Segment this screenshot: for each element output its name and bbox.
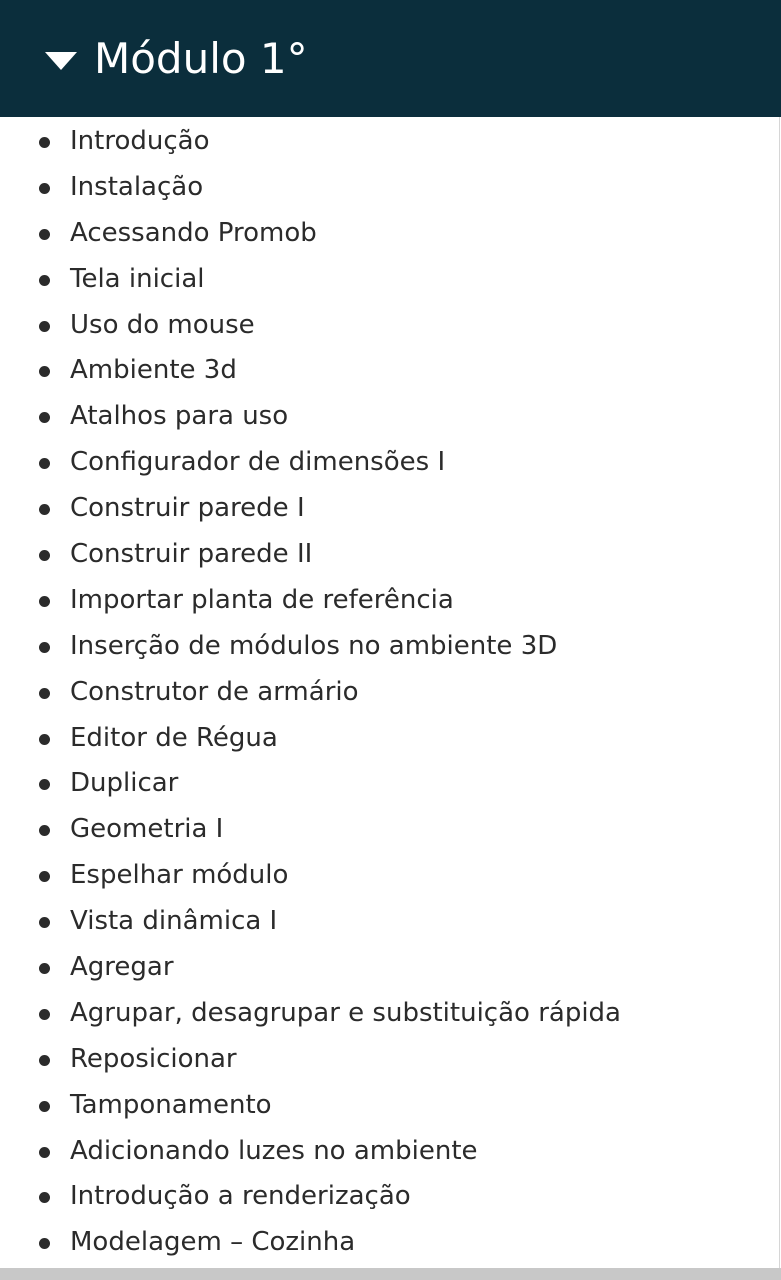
lesson-label: Uso do mouse <box>70 309 255 340</box>
lesson-label: Modelagem – Cozinha <box>70 1227 356 1258</box>
bullet-icon <box>39 137 50 148</box>
bullet-icon <box>39 642 50 653</box>
lesson-label: Adicionando luzes no ambiente <box>70 1135 478 1166</box>
lesson-item[interactable] <box>0 1220 621 1266</box>
bullet-icon <box>39 229 50 240</box>
bullet-icon <box>39 1009 50 1020</box>
lesson-item[interactable] <box>0 165 621 211</box>
bullet-icon <box>39 917 50 928</box>
bullet-icon <box>39 366 50 377</box>
lesson-label: Espelhar módulo <box>70 860 289 891</box>
bullet-icon <box>39 963 50 974</box>
lesson-item[interactable] <box>0 119 621 165</box>
lesson-label: Introdução a renderização <box>70 1181 411 1212</box>
bullet-icon <box>39 550 50 561</box>
lesson-item[interactable] <box>0 257 621 303</box>
lesson-item[interactable] <box>0 670 621 716</box>
lesson-item[interactable] <box>0 578 621 624</box>
lesson-item[interactable] <box>0 532 621 578</box>
lesson-item[interactable] <box>0 991 621 1037</box>
lesson-label: Importar planta de referência <box>70 584 454 615</box>
bullet-icon <box>39 1055 50 1066</box>
lesson-label: Agrupar, desagrupar e substituição rápida <box>70 997 621 1028</box>
lesson-item[interactable] <box>0 1083 621 1129</box>
bullet-icon <box>39 825 50 836</box>
bullet-icon <box>39 412 50 423</box>
bullet-icon <box>39 275 50 286</box>
bullet-icon <box>39 504 50 515</box>
lesson-item[interactable] <box>0 761 621 807</box>
lesson-label: Inserção de módulos no ambiente 3D <box>70 630 558 661</box>
lesson-label: Acessando Promob <box>70 217 317 248</box>
bullet-icon <box>39 596 50 607</box>
lesson-label: Geometria I <box>70 814 224 845</box>
lesson-label: Construir parede I <box>70 493 305 524</box>
module-content <box>0 117 780 1268</box>
bullet-icon <box>39 183 50 194</box>
lesson-item[interactable] <box>0 716 621 762</box>
lesson-item[interactable] <box>0 348 621 394</box>
bullet-icon <box>39 1238 50 1249</box>
caret-down-icon[interactable] <box>45 52 77 70</box>
horizontal-scrollbar[interactable] <box>0 1268 781 1280</box>
lesson-item[interactable] <box>0 899 621 945</box>
lesson-label: Ambiente 3d <box>70 355 237 386</box>
lesson-label: Editor de Régua <box>70 722 278 753</box>
lesson-item[interactable] <box>0 486 621 532</box>
lesson-item[interactable] <box>0 624 621 670</box>
bullet-icon <box>39 458 50 469</box>
lesson-item[interactable] <box>0 1129 621 1175</box>
lesson-item[interactable] <box>0 211 621 257</box>
lesson-item[interactable] <box>0 945 621 991</box>
lesson-label: Tela inicial <box>70 263 205 294</box>
lesson-label: Tamponamento <box>70 1089 272 1120</box>
lesson-label: Reposicionar <box>70 1043 237 1074</box>
lesson-label: Duplicar <box>70 768 179 799</box>
lesson-item[interactable] <box>0 1037 621 1083</box>
lesson-item[interactable] <box>0 440 621 486</box>
lesson-label: Instalação <box>70 171 204 202</box>
bullet-icon <box>39 688 50 699</box>
bullet-icon <box>39 321 50 332</box>
bullet-icon <box>39 871 50 882</box>
bullet-icon <box>39 1192 50 1203</box>
lesson-label: Introdução <box>70 126 210 156</box>
lesson-label: Configurador de dimensões I <box>70 447 446 478</box>
lesson-item[interactable] <box>0 1174 621 1220</box>
lesson-label: Vista dinâmica I <box>70 906 278 937</box>
module-title: Módulo 1° <box>94 33 308 83</box>
bullet-icon <box>39 1147 50 1158</box>
bullet-icon <box>39 779 50 790</box>
bullet-icon <box>39 734 50 745</box>
lesson-label: Construir parede II <box>70 539 313 570</box>
lesson-label: Agregar <box>70 952 174 983</box>
lesson-label: Construtor de armário <box>70 676 359 707</box>
lesson-item[interactable] <box>0 394 621 440</box>
module-header[interactable] <box>0 0 781 117</box>
lesson-item[interactable] <box>0 303 621 349</box>
bullet-icon <box>39 1101 50 1112</box>
lesson-item[interactable] <box>0 853 621 899</box>
lesson-list <box>0 119 621 1266</box>
lesson-label: Atalhos para uso <box>70 401 289 432</box>
lesson-item[interactable] <box>0 807 621 853</box>
